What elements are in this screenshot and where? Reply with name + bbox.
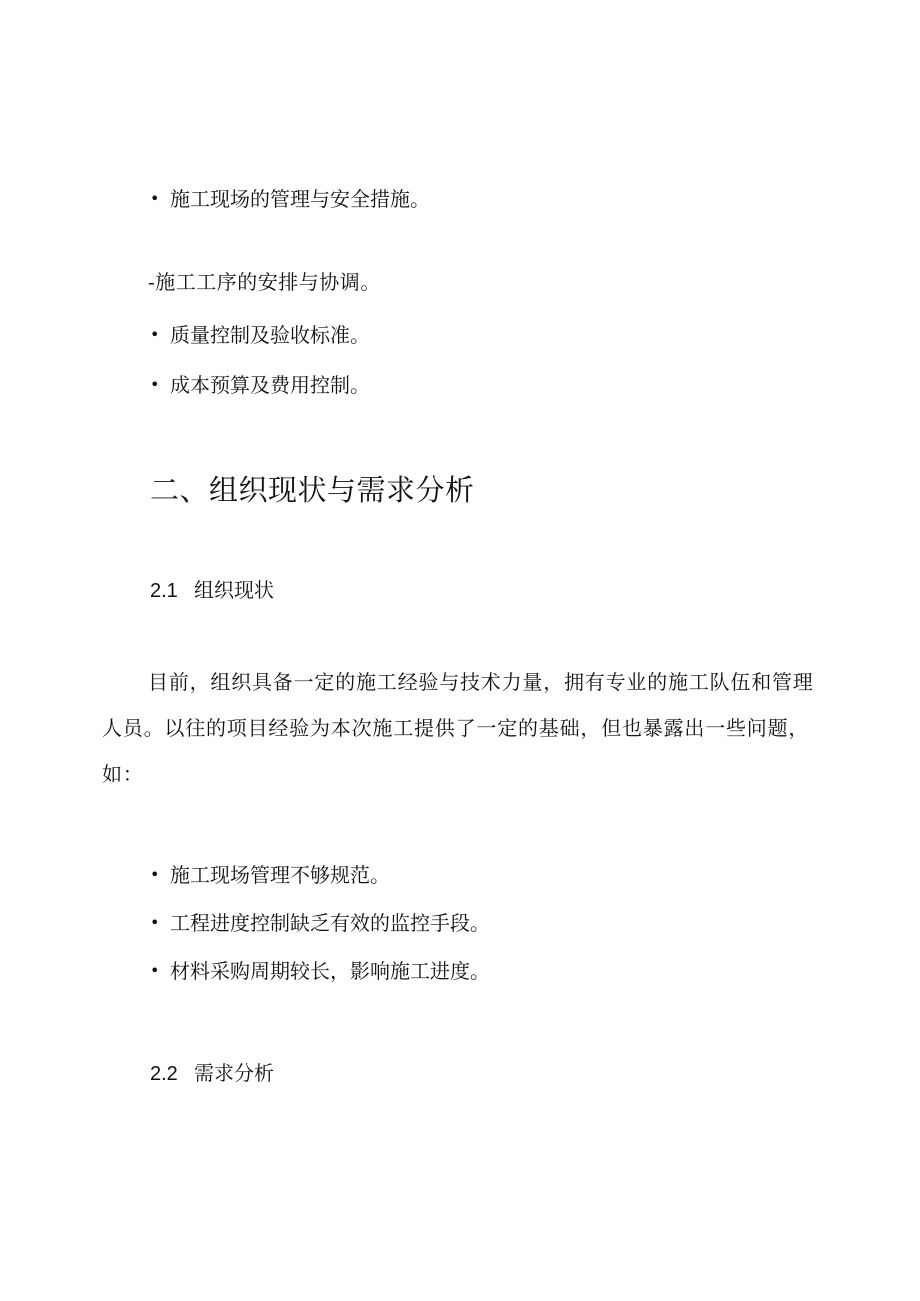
list-item [150,957,490,985]
list-item [150,371,370,399]
subsection-number: 2.1 [150,580,178,602]
bullet-icon: • [150,961,160,980]
list-item-text: 材料采购周期较长，影响施工进度。 [170,959,490,983]
bullet-icon: • [150,375,160,394]
list-item [150,909,490,937]
bullet-icon: • [150,325,160,344]
list-item [150,861,390,889]
dash-list-item: -施工工序的安排与协调。 [148,270,381,294]
section-heading: 二、组织现状与需求分析 [150,473,475,507]
subsection-number: 2.2 [150,1063,178,1085]
subsection-heading [150,576,274,605]
list-item-text: 成本预算及费用控制。 [170,373,370,397]
list-item-text: 施工现场管理不够规范。 [170,863,390,887]
list-item-text: 施工现场的管理与安全措施。 [170,187,430,211]
subsection-title: 组织现状 [194,578,274,602]
list-item [150,321,370,349]
body-paragraph [102,659,822,797]
bullet-icon: • [150,865,160,884]
subsection-title: 需求分析 [194,1061,274,1085]
subsection-heading [150,1059,274,1088]
paragraph-text: 目前，组织具备一定的施工经验与技术力量，拥有专业的施工队伍和管理人员。以往的项目经验为本次施工提供了一定的基础，但也暴露出一些问题，如： [102,670,814,786]
list-item [150,185,430,213]
bullet-icon: • [150,189,160,208]
bullet-icon: • [150,913,160,932]
list-item-text: 质量控制及验收标准。 [170,323,370,347]
list-item-text: 工程进度控制缺乏有效的监控手段。 [170,911,490,935]
